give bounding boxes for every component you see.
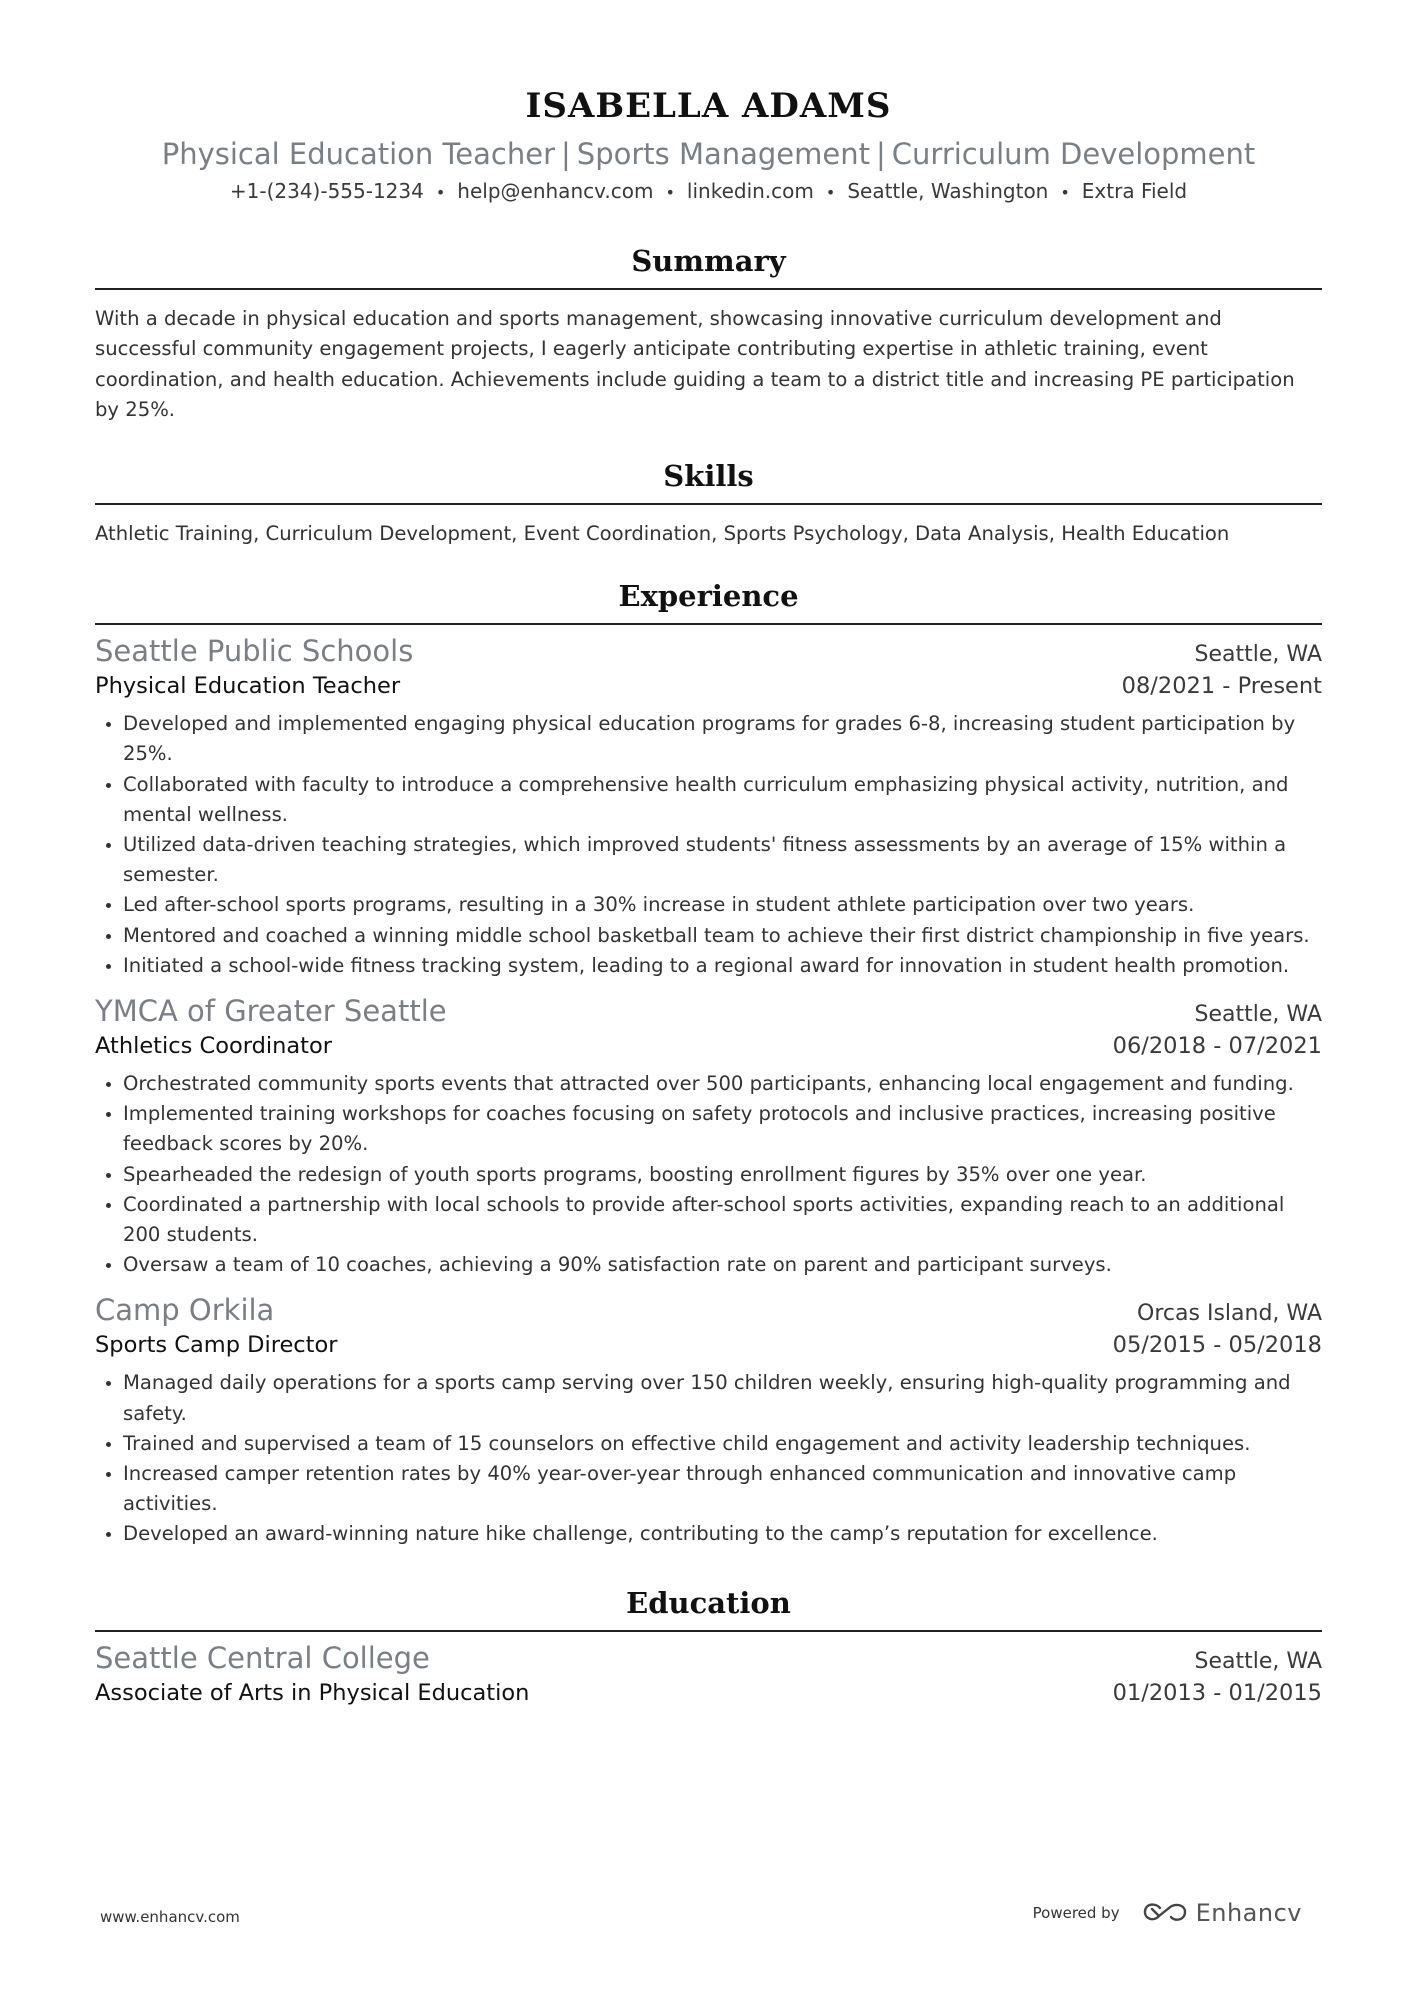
headline-title: Physical Education Teacher — [161, 137, 555, 171]
powered-by-label: Powered by — [1032, 1904, 1120, 1922]
section-heading-skills: Skills — [95, 459, 1322, 505]
contact-separator: • — [825, 183, 836, 202]
job-bullet: • Oversaw a team of 10 coaches, achieving a 90% satisfaction rate on parent and participant surveys. — [123, 1250, 1322, 1280]
job-dates: 05/2015 - 05/2018 — [1112, 1332, 1322, 1359]
education-dates: 01/2013 - 01/2015 — [1112, 1679, 1322, 1706]
job-bullet: • Trained and supervised a team of 15 counselors on effective child engagement and activity leadership techniques. — [123, 1429, 1322, 1459]
job-bullet: • Implemented training workshops for coaches focusing on safety protocols and inclusive practices, increasing positive feedback scores by 20%. — [123, 1099, 1322, 1159]
job-company: YMCA of Greater Seattle — [95, 994, 447, 1029]
job-bullet: • Led after-school sports programs, resulting in a 30% increase in student athlete participation over two years. — [123, 890, 1322, 920]
contact-separator: • — [435, 183, 446, 202]
experience-section — [95, 579, 1322, 1549]
headline-title: Sports Management — [576, 137, 870, 171]
skills-section — [95, 459, 1322, 549]
job-location: Orcas Island, WA — [1137, 1301, 1322, 1327]
contact-email[interactable]: help@enhancv.com — [457, 179, 654, 203]
job-bullet: • Utilized data-driven teaching strategies, which improved students' fitness assessments by an average of 15% within a semester. — [123, 830, 1322, 890]
section-heading-education: Education — [95, 1586, 1322, 1632]
summary-section — [95, 244, 1322, 425]
job-entry — [95, 633, 1322, 981]
job-bullet: • Mentored and coached a winning middle school basketball team to achieve their first district championship in five years. — [123, 921, 1322, 951]
job-bullet: • Increased camper retention rates by 40% year-over-year through enhanced communication and innovative camp activities. — [123, 1459, 1322, 1519]
job-bullet: • Orchestrated community sports events that attracted over 500 participants, enhancing local engagement and funding. — [123, 1069, 1322, 1099]
job-dates: 06/2018 - 07/2021 — [1112, 1033, 1322, 1060]
resume-header — [95, 86, 1322, 206]
education-section — [95, 1586, 1322, 1710]
job-bullet: • Coordinated a partnership with local schools to provide after-school sports activities, expanding reach to an additional 200 students. — [123, 1190, 1322, 1250]
headline-title: Curriculum Development — [891, 137, 1256, 171]
contact-separator: • — [665, 183, 675, 202]
contact-phone[interactable]: +1-(234)-555-1234 — [229, 179, 424, 203]
headline-titles — [95, 134, 1322, 174]
job-location: Seattle, WA — [1194, 642, 1322, 668]
contact-location: Seattle, Washington — [847, 179, 1049, 203]
job-bullets — [95, 1069, 1322, 1280]
skills-list: Athletic Training, Curriculum Development, Event Coordination, Sports Psychology, Data Analysis, Health Education — [95, 522, 1230, 546]
footer-powered-by — [1033, 1899, 1302, 1927]
job-location: Seattle, WA — [1194, 1002, 1322, 1028]
contact-linkedin[interactable]: linkedin.com — [686, 179, 814, 203]
contact-separator: • — [1060, 183, 1070, 202]
brand-name: Enhancv — [1195, 1899, 1302, 1927]
job-company: Seattle Public Schools — [95, 634, 414, 669]
job-bullet: • Spearheaded the redesign of youth sports programs, boosting enrollment figures by 35% over one year. — [123, 1160, 1322, 1190]
job-bullet: • Developed an award-winning nature hike challenge, contributing to the camp’s reputation for excellence. — [123, 1519, 1322, 1549]
title-separator: | — [876, 137, 886, 171]
candidate-name: ISABELLA ADAMS — [525, 86, 892, 126]
education-degree: Associate of Arts in Physical Education — [95, 1679, 530, 1706]
job-dates: 08/2021 - Present — [1121, 673, 1322, 700]
education-school: Seattle Central College — [95, 1640, 430, 1675]
enhancv-logo-icon — [1142, 1902, 1188, 1924]
resume-page — [95, 0, 1322, 1710]
job-bullet: • Initiated a school-wide fitness tracking system, leading to a regional award for innovation in student health promotion. — [123, 951, 1322, 981]
enhancv-brand[interactable] — [1142, 1899, 1302, 1927]
education-location: Seattle, WA — [1194, 1648, 1322, 1674]
title-separator: | — [561, 137, 571, 171]
job-bullet: • Developed and implemented engaging physical education programs for grades 6-8, increasing student participation by 25%. — [123, 709, 1322, 769]
summary-text: With a decade in physical education and sports management, showcasing innovative curriculum development and successful community engagement projects, I eagerly anticipate contributing expertise in athletic training, event coordination, and health education. Achievements include guiding a team to a district title and increasing PE participation by 25%. — [95, 307, 1295, 421]
job-company: Camp Orkila — [95, 1293, 275, 1328]
education-entry — [95, 1640, 1322, 1710]
job-bullet: • Collaborated with faculty to introduce a comprehensive health curriculum emphasizing physical activity, nutrition, and mental wellness. — [123, 770, 1322, 830]
job-bullet: • Managed daily operations for a sports camp serving over 150 children weekly, ensuring high-quality programming and safety. — [123, 1368, 1322, 1428]
job-entry — [95, 1292, 1322, 1549]
job-role: Sports Camp Director — [95, 1332, 338, 1359]
job-entry — [95, 993, 1322, 1280]
job-role: Physical Education Teacher — [95, 673, 401, 700]
footer-website[interactable]: www.enhancv.com — [100, 1908, 240, 1926]
job-bullets — [95, 1368, 1322, 1549]
job-role: Athletics Coordinator — [95, 1033, 333, 1060]
section-heading-summary: Summary — [95, 244, 1322, 290]
contact-info — [95, 178, 1322, 206]
contact-extra-field: Extra Field — [1081, 179, 1188, 203]
section-heading-experience: Experience — [95, 579, 1322, 625]
job-bullets — [95, 709, 1322, 981]
